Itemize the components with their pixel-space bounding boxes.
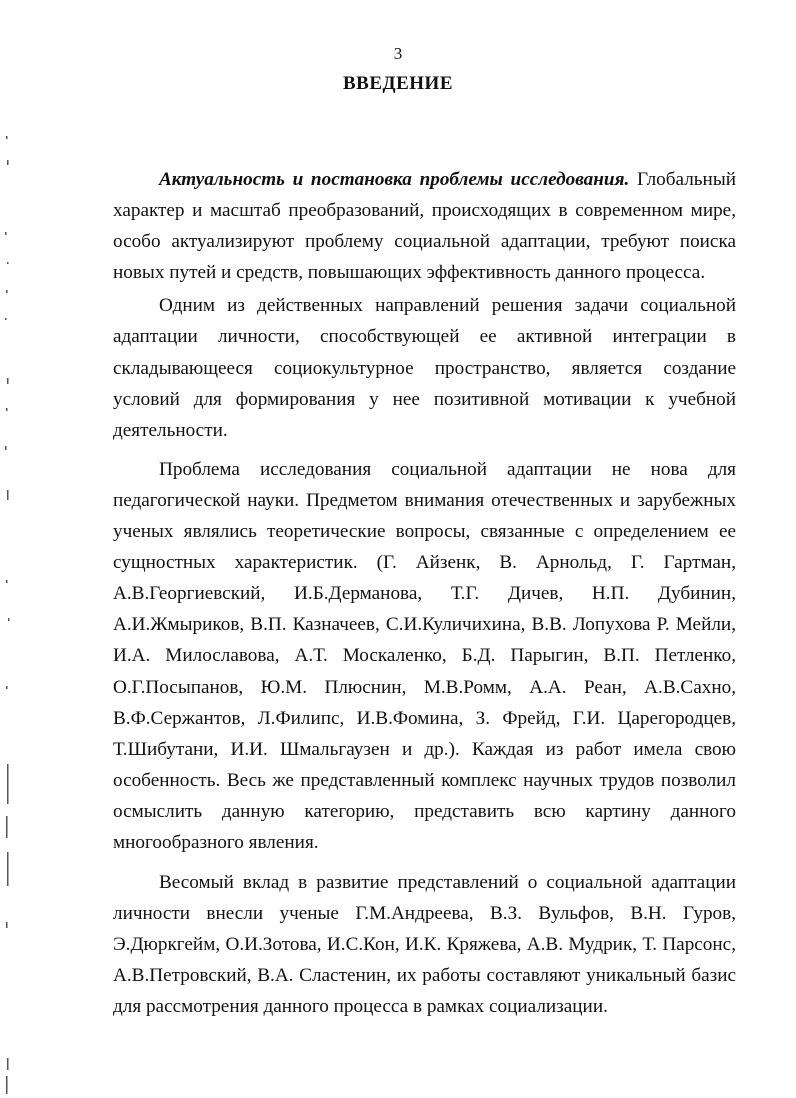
page-number: 3 (393, 44, 403, 63)
paragraph-1 (113, 164, 736, 288)
paragraph-1-lead: Актуальность и постановка проблемы исследования. (159, 169, 630, 190)
body-text (113, 164, 736, 1023)
paragraph-3: Проблема исследования социальной адаптации не нова для педагогической науки. Предметом внимания отечественных и зарубежных ученых являлись теоретические вопросы, связанные с определением ее сущностных характеристик. (Г. Айзенк, В. Арнольд, Г. Гартман, А.В.Георгиевский, И.Б.Дерманова, Т.Г. Дичев, Н.П. Дубинин, А.И.Жмыриков, В.П. Казначеев, С.И.Куличихина, В.В. Лопухова Р. Мейли, И.А. Милославова, А.Т. Москаленко, Б.Д. Парыгин, В.П. Петленко, О.Г.Посыпанов, Ю.М. Плюснин, М.В.Ромм, А.А. Реан, А.В.Сахно, В.Ф.Сержантов, Л.Филипс, И.В.Фомина, З. Фрейд, Г.И. Царегородцев, Т.Шибутани, И.И. Шмальгаузен и др.). Каждая из работ имела свою особенность. Весь же представленный комплекс научных трудов позволил осмыслить данную категорию, представить всю картину данного многообразного явления. (113, 458, 736, 853)
paragraph-2: Одним из действенных направлений решения задачи социальной адаптации личности, способствующей ее активной интеграции в складывающееся социокультурное пространство, является создание условий для формирования у нее позитивной мотивации к учебной деятельности. (113, 295, 736, 441)
page-title: ВВЕДЕНИЕ (343, 73, 453, 94)
scan-edge-marks (0, 0, 20, 1098)
paragraph-1-text: Глобальный характер и масштаб преобразований, происходящих в современном мире, особо актуализируют проблему социальной адаптации, требуют поиска новых путей и средств, повышающих эффективность данного процесса. (113, 169, 736, 284)
paragraph-4: Весомый вклад в развитие представлений о социальной адаптации личности внесли ученые Г.М.Андреева, В.З. Вульфов, В.Н. Гуров, Э.Дюркгейм, О.И.Зотова, И.С.Кон, И.К. Кряжева, А.В. Мудрик, Т. Парсонс, А.В.Петровский, В.А. Сластенин, их работы составляют уникальный базис для рассмотрения данного процесса в рамках социализации. (113, 872, 736, 1018)
